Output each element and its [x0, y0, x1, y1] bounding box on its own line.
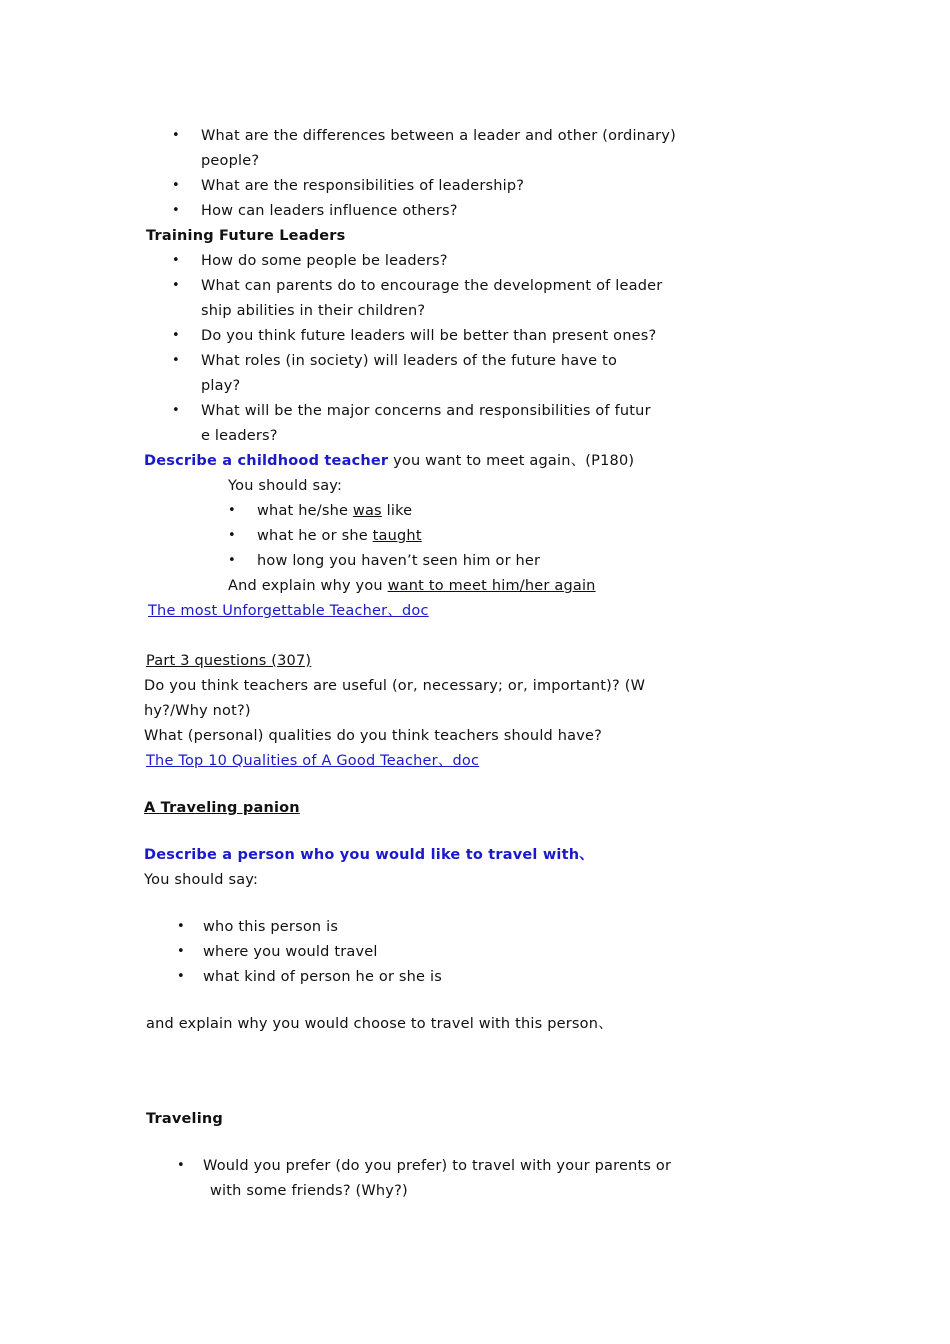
- cue-point-text: what he or she: [257, 528, 373, 544]
- cue-point: where you would travel: [203, 944, 378, 960]
- question-line: with some friends? (Why?): [210, 1183, 408, 1199]
- cue-point: what kind of person he or she is: [203, 969, 442, 985]
- and-explain-underlined: want to meet him/her again: [387, 578, 596, 594]
- unforgettable-teacher-doc-link[interactable]: The most Unforgettable Teacher、doc: [148, 603, 429, 619]
- section-heading: A Traveling panion: [144, 800, 300, 816]
- cue-point: [257, 502, 412, 520]
- cue-card-tail: you want to meet again、(P180): [388, 453, 635, 469]
- cue-point: how long you haven’t seen him or her: [257, 553, 541, 569]
- question-line: people?: [201, 153, 260, 169]
- bullet-dot: •: [172, 403, 180, 418]
- question-line: e leaders?: [201, 428, 278, 444]
- bullet-dot: •: [172, 253, 180, 268]
- question-line: What are the differences between a leader and other (ordinary): [201, 128, 676, 144]
- part3-question: What (personal) qualities do you think teachers should have?: [144, 728, 603, 744]
- cue-card-heading: Describe a person who you would like to travel with、: [144, 847, 594, 863]
- bullet-dot: •: [177, 919, 185, 934]
- bullet-dot: •: [172, 278, 180, 293]
- question-line: What roles (in society) will leaders of the future have to: [201, 353, 618, 369]
- question-line: What are the responsibilities of leadership?: [201, 178, 525, 194]
- and-explain: and explain why you would choose to travel with this person、: [146, 1016, 613, 1032]
- cue-point: [257, 527, 422, 545]
- part3-question: hy?/Why not?): [144, 703, 251, 719]
- cue-point-underlined: taught: [372, 528, 422, 544]
- question-line: Do you think future leaders will be better than present ones?: [201, 328, 657, 344]
- cue-point-text: like: [381, 503, 413, 519]
- bullet-dot: •: [172, 178, 180, 193]
- cue-point: who this person is: [203, 919, 339, 935]
- section-heading: Traveling: [146, 1111, 223, 1127]
- cue-point-text: what he/she: [257, 503, 353, 519]
- question-line: How do some people be leaders?: [201, 253, 448, 269]
- you-should-say: You should say:: [228, 478, 343, 494]
- bullet-dot: •: [228, 528, 236, 543]
- part3-question: Do you think teachers are useful (or, necessary; or, important)? (W: [144, 678, 646, 694]
- bullet-dot: •: [172, 203, 180, 218]
- you-should-say: You should say:: [144, 872, 259, 888]
- and-explain-text: And explain why you: [228, 578, 388, 594]
- question-line: What will be the major concerns and responsibilities of futur: [201, 403, 651, 419]
- bullet-dot: •: [172, 128, 180, 143]
- bullet-dot: •: [177, 944, 185, 959]
- question-line: Would you prefer (do you prefer) to travel with your parents or: [203, 1158, 672, 1174]
- bullet-dot: •: [228, 553, 236, 568]
- top10-qualities-doc-link[interactable]: The Top 10 Qualities of A Good Teacher、doc: [146, 753, 480, 769]
- question-line: ship abilities in their children?: [201, 303, 426, 319]
- section-heading: Training Future Leaders: [146, 228, 346, 244]
- question-line: play?: [201, 378, 241, 394]
- bullet-dot: •: [177, 1158, 185, 1173]
- cue-card-heading: Describe a childhood teacher: [144, 453, 389, 469]
- bullet-dot: •: [172, 328, 180, 343]
- cue-card-title: [144, 452, 634, 470]
- cue-point-underlined: was: [352, 503, 382, 519]
- bullet-dot: •: [177, 969, 185, 984]
- and-explain: [228, 577, 596, 595]
- part3-title: Part 3 questions (307): [146, 653, 312, 669]
- bullet-dot: •: [172, 353, 180, 368]
- question-line: What can parents do to encourage the development of leader: [201, 278, 663, 294]
- bullet-dot: •: [228, 503, 236, 518]
- question-line: How can leaders influence others?: [201, 203, 458, 219]
